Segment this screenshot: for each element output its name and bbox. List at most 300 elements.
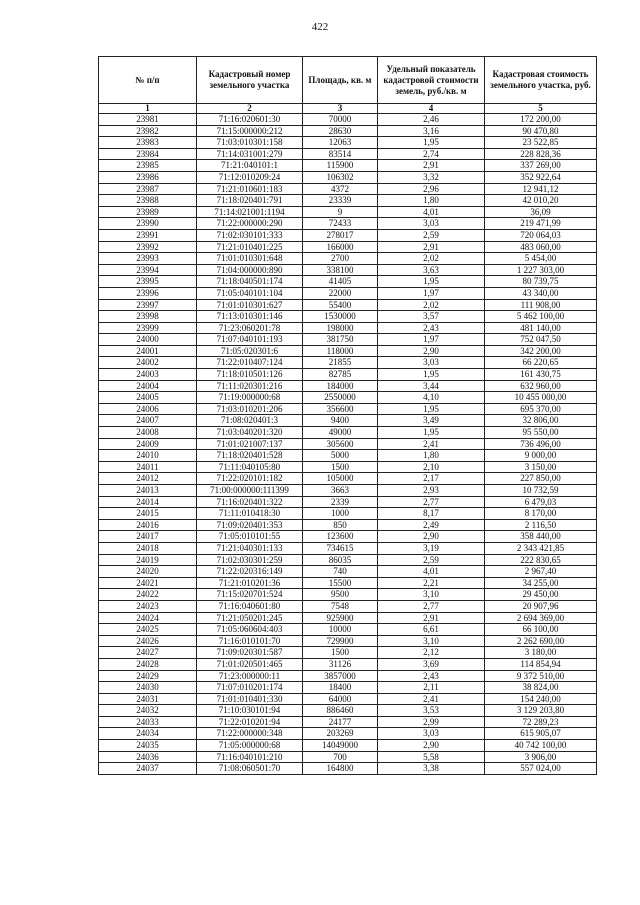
unit-value-cell: 3,03 (378, 357, 485, 369)
area-cell: 15500 (303, 577, 378, 589)
unit-value-cell: 2,12 (378, 647, 485, 659)
unit-value-cell: 3,03 (378, 218, 485, 230)
cadastral-number-cell: 71:21:050201:245 (197, 612, 303, 624)
cadastral-number-cell: 71:01:020501:465 (197, 658, 303, 670)
area-cell: 166000 (303, 241, 378, 253)
row-number-cell: 24015 (99, 508, 197, 520)
row-number-cell: 24000 (99, 334, 197, 346)
area-cell: 1000 (303, 508, 378, 520)
cadastral-number-cell: 71:11:010418:30 (197, 508, 303, 520)
row-number-cell: 24024 (99, 612, 197, 624)
area-cell: 886460 (303, 705, 378, 717)
area-cell: 82785 (303, 369, 378, 381)
table-row (99, 728, 597, 740)
table-row (99, 183, 597, 195)
cadastral-number-cell: 71:15:000000:212 (197, 125, 303, 137)
cadastral-cost-cell: 6 479,03 (485, 496, 597, 508)
area-cell: 1530000 (303, 311, 378, 323)
cadastral-number-cell: 71:10:030101:94 (197, 705, 303, 717)
table-row (99, 496, 597, 508)
area-cell: 10000 (303, 624, 378, 636)
area-cell: 5000 (303, 450, 378, 462)
unit-value-cell: 4,10 (378, 392, 485, 404)
unit-value-cell: 2,02 (378, 299, 485, 311)
table-body (99, 114, 597, 775)
cadastral-cost-cell: 23 522,85 (485, 137, 597, 149)
unit-value-cell: 2,59 (378, 554, 485, 566)
table-row (99, 763, 597, 775)
area-cell: 9 (303, 206, 378, 218)
cadastral-cost-cell: 3 150,00 (485, 461, 597, 473)
header-number: № п/п (99, 57, 197, 104)
row-number-cell: 23984 (99, 148, 197, 160)
unit-value-cell: 3,19 (378, 542, 485, 554)
row-number-cell: 24001 (99, 345, 197, 357)
area-cell: 734615 (303, 542, 378, 554)
area-cell: 850 (303, 519, 378, 531)
cadastral-number-cell: 71:12:010209:24 (197, 171, 303, 183)
unit-value-cell: 3,32 (378, 171, 485, 183)
area-cell: 12063 (303, 137, 378, 149)
table-row (99, 369, 597, 381)
cadastral-cost-cell: 72 289,23 (485, 716, 597, 728)
row-number-cell: 24004 (99, 380, 197, 392)
cadastral-number-cell: 71:02:030101:333 (197, 229, 303, 241)
cadastral-number-cell: 71:22:010201:94 (197, 716, 303, 728)
area-cell: 9400 (303, 415, 378, 427)
header-row (99, 57, 597, 104)
cadastral-number-cell: 71:22:020101:182 (197, 473, 303, 485)
cadastral-cost-cell: 228 828,36 (485, 148, 597, 160)
unit-value-cell: 3,49 (378, 415, 485, 427)
table-row (99, 658, 597, 670)
cadastral-number-cell: 71:00:000000:111399 (197, 485, 303, 497)
cadastral-number-cell: 71:04:000000:890 (197, 264, 303, 276)
row-number-cell: 23986 (99, 171, 197, 183)
area-cell: 184000 (303, 380, 378, 392)
cadastral-cost-cell: 20 907,96 (485, 600, 597, 612)
cadastral-cost-cell: 222 830,65 (485, 554, 597, 566)
table-row (99, 427, 597, 439)
cadastral-number-cell: 71:16:020601:30 (197, 114, 303, 126)
cadastral-cost-cell: 219 471,99 (485, 218, 597, 230)
cadastral-number-cell: 71:15:020701:524 (197, 589, 303, 601)
row-number-cell: 23996 (99, 287, 197, 299)
column-number: 4 (378, 104, 485, 114)
cadastral-number-cell: 71:22:010407:124 (197, 357, 303, 369)
row-number-cell: 24005 (99, 392, 197, 404)
cadastral-number-cell: 71:21:040101:1 (197, 160, 303, 172)
table-row (99, 299, 597, 311)
area-cell: 9500 (303, 589, 378, 601)
area-cell: 123600 (303, 531, 378, 543)
table-row (99, 589, 597, 601)
table-row (99, 206, 597, 218)
table-row (99, 705, 597, 717)
cadastral-cost-cell: 29 450,00 (485, 589, 597, 601)
table-row (99, 380, 597, 392)
table-row (99, 600, 597, 612)
area-cell: 83514 (303, 148, 378, 160)
row-number-cell: 24021 (99, 577, 197, 589)
row-number-cell: 24020 (99, 566, 197, 578)
area-cell: 164800 (303, 763, 378, 775)
area-cell: 72433 (303, 218, 378, 230)
area-cell: 28630 (303, 125, 378, 137)
cadastral-number-cell: 71:16:040101:210 (197, 751, 303, 763)
unit-value-cell: 3,38 (378, 763, 485, 775)
cadastral-cost-cell: 40 742 100,00 (485, 740, 597, 752)
unit-value-cell: 1,97 (378, 287, 485, 299)
unit-value-cell: 2,02 (378, 253, 485, 265)
cadastral-cost-cell: 9 000,00 (485, 450, 597, 462)
cadastral-cost-cell: 2 967,40 (485, 566, 597, 578)
cadastral-number-cell: 71:16:040601:80 (197, 600, 303, 612)
unit-value-cell: 2,91 (378, 241, 485, 253)
cadastral-cost-cell: 161 430,75 (485, 369, 597, 381)
row-number-cell: 23992 (99, 241, 197, 253)
cadastral-number-cell: 71:07:040101:193 (197, 334, 303, 346)
row-number-cell: 23983 (99, 137, 197, 149)
cadastral-number-cell: 71:22:020316:149 (197, 566, 303, 578)
cadastral-number-cell: 71:01:010401:330 (197, 693, 303, 705)
cadastral-cost-cell: 2 116,50 (485, 519, 597, 531)
row-number-cell: 24009 (99, 438, 197, 450)
table-row (99, 403, 597, 415)
table-row (99, 531, 597, 543)
area-cell: 23339 (303, 195, 378, 207)
unit-value-cell: 2,93 (378, 485, 485, 497)
unit-value-cell: 2,90 (378, 345, 485, 357)
row-number-cell: 23999 (99, 322, 197, 334)
cadastral-cost-cell: 352 922,64 (485, 171, 597, 183)
unit-value-cell: 5,58 (378, 751, 485, 763)
area-cell: 49000 (303, 427, 378, 439)
table-row (99, 682, 597, 694)
cadastral-cost-cell: 80 739,75 (485, 276, 597, 288)
table-row (99, 218, 597, 230)
unit-value-cell: 3,10 (378, 589, 485, 601)
header-area: Площадь, кв. м (303, 57, 378, 104)
area-cell: 31126 (303, 658, 378, 670)
unit-value-cell: 3,03 (378, 728, 485, 740)
table-row (99, 345, 597, 357)
row-number-cell: 24007 (99, 415, 197, 427)
cadastral-cost-cell: 2 694 369,00 (485, 612, 597, 624)
row-number-cell: 24030 (99, 682, 197, 694)
column-number: 5 (485, 104, 597, 114)
cadastral-number-cell: 71:09:020301:587 (197, 647, 303, 659)
table-row (99, 693, 597, 705)
page-number: 422 (311, 21, 329, 33)
cadastral-number-cell: 71:08:020401:3 (197, 415, 303, 427)
cadastral-number-cell: 71:18:020401:528 (197, 450, 303, 462)
unit-value-cell: 1,97 (378, 334, 485, 346)
cadastral-number-cell: 71:03:010201:206 (197, 403, 303, 415)
area-cell: 4372 (303, 183, 378, 195)
table-row (99, 740, 597, 752)
table-row (99, 160, 597, 172)
area-cell: 22000 (303, 287, 378, 299)
cadastral-number-cell: 71:21:010201:36 (197, 577, 303, 589)
row-number-cell: 24013 (99, 485, 197, 497)
cadastral-cost-cell: 632 960,00 (485, 380, 597, 392)
row-number-cell: 24029 (99, 670, 197, 682)
area-cell: 1500 (303, 461, 378, 473)
cadastral-cost-cell: 154 240,00 (485, 693, 597, 705)
table-row (99, 137, 597, 149)
unit-value-cell: 2,90 (378, 531, 485, 543)
area-cell: 105000 (303, 473, 378, 485)
table-row (99, 114, 597, 126)
cadastral-cost-cell: 66 220,65 (485, 357, 597, 369)
cadastral-number-cell: 71:05:020301:6 (197, 345, 303, 357)
cadastral-number-cell: 71:21:010401:225 (197, 241, 303, 253)
area-cell: 305600 (303, 438, 378, 450)
unit-value-cell: 3,57 (378, 311, 485, 323)
unit-value-cell: 2,41 (378, 693, 485, 705)
row-number-cell: 24031 (99, 693, 197, 705)
table-row (99, 438, 597, 450)
row-number-cell: 23988 (99, 195, 197, 207)
table-row (99, 241, 597, 253)
row-number-cell: 24008 (99, 427, 197, 439)
cadastral-cost-cell: 9 372 510,00 (485, 670, 597, 682)
cadastral-cost-cell: 557 024,00 (485, 763, 597, 775)
column-number: 2 (197, 104, 303, 114)
table-row (99, 577, 597, 589)
cadastral-number-cell: 71:05:000000:68 (197, 740, 303, 752)
unit-value-cell: 2,43 (378, 670, 485, 682)
unit-value-cell: 2,77 (378, 600, 485, 612)
unit-value-cell: 2,96 (378, 183, 485, 195)
unit-value-cell: 1,95 (378, 427, 485, 439)
table-row (99, 751, 597, 763)
cadastral-cost-cell: 3 129 203,80 (485, 705, 597, 717)
row-number-cell: 23990 (99, 218, 197, 230)
table-row (99, 554, 597, 566)
cadastral-number-cell: 71:18:010501:126 (197, 369, 303, 381)
area-cell: 86035 (303, 554, 378, 566)
unit-value-cell: 6,61 (378, 624, 485, 636)
row-number-cell: 24035 (99, 740, 197, 752)
row-number-cell: 24003 (99, 369, 197, 381)
area-cell: 70000 (303, 114, 378, 126)
row-number-cell: 24033 (99, 716, 197, 728)
table-row (99, 647, 597, 659)
cadastral-number-cell: 71:03:040201:320 (197, 427, 303, 439)
cadastral-cost-cell: 337 269,00 (485, 160, 597, 172)
table-row (99, 566, 597, 578)
unit-value-cell: 3,63 (378, 264, 485, 276)
row-number-cell: 23989 (99, 206, 197, 218)
cadastral-cost-cell: 66 100,00 (485, 624, 597, 636)
area-cell: 356600 (303, 403, 378, 415)
table-row (99, 357, 597, 369)
unit-value-cell: 2,91 (378, 160, 485, 172)
unit-value-cell: 2,46 (378, 114, 485, 126)
cadastral-cost-cell: 114 854,94 (485, 658, 597, 670)
table-row (99, 716, 597, 728)
cadastral-number-cell: 71:07:010201:174 (197, 682, 303, 694)
table-row (99, 508, 597, 520)
cadastral-number-cell: 71:08:060501:70 (197, 763, 303, 775)
table-row (99, 287, 597, 299)
row-number-cell: 24025 (99, 624, 197, 636)
table-row (99, 415, 597, 427)
area-cell: 18400 (303, 682, 378, 694)
cadastral-cost-cell: 111 908,00 (485, 299, 597, 311)
cadastral-cost-cell: 34 255,00 (485, 577, 597, 589)
table-row (99, 195, 597, 207)
area-cell: 14049000 (303, 740, 378, 752)
cadastral-cost-cell: 227 850,00 (485, 473, 597, 485)
cadastral-number-cell: 71:01:010301:627 (197, 299, 303, 311)
cadastral-number-cell: 71:03:010301:158 (197, 137, 303, 149)
cadastral-number-cell: 71:09:020401:353 (197, 519, 303, 531)
cadastral-number-cell: 71:05:060604:403 (197, 624, 303, 636)
row-number-cell: 24026 (99, 635, 197, 647)
cadastral-cost-cell: 43 340,00 (485, 287, 597, 299)
cadastral-cost-cell: 615 905,07 (485, 728, 597, 740)
cadastral-cost-cell: 8 170,00 (485, 508, 597, 520)
area-cell: 700 (303, 751, 378, 763)
cadastral-number-cell: 71:21:010601:183 (197, 183, 303, 195)
cadastral-number-cell: 71:18:020401:791 (197, 195, 303, 207)
cadastral-cost-cell: 2 343 421,85 (485, 542, 597, 554)
cadastral-number-cell: 71:22:000000:290 (197, 218, 303, 230)
column-number: 3 (303, 104, 378, 114)
area-cell: 41405 (303, 276, 378, 288)
area-cell: 55400 (303, 299, 378, 311)
table-row (99, 612, 597, 624)
cadastral-number-cell: 71:05:010101:55 (197, 531, 303, 543)
area-cell: 115900 (303, 160, 378, 172)
row-number-cell: 24034 (99, 728, 197, 740)
unit-value-cell: 1,95 (378, 137, 485, 149)
cadastral-table (98, 56, 597, 775)
unit-value-cell: 3,16 (378, 125, 485, 137)
cadastral-cost-cell: 36,09 (485, 206, 597, 218)
row-number-cell: 24019 (99, 554, 197, 566)
cadastral-cost-cell: 483 060,00 (485, 241, 597, 253)
table-row (99, 485, 597, 497)
unit-value-cell: 1,80 (378, 450, 485, 462)
area-cell: 24177 (303, 716, 378, 728)
cadastral-cost-cell: 752 047,50 (485, 334, 597, 346)
unit-value-cell: 2,90 (378, 740, 485, 752)
area-cell: 338100 (303, 264, 378, 276)
row-number-cell: 24022 (99, 589, 197, 601)
area-cell: 740 (303, 566, 378, 578)
cadastral-cost-cell: 342 200,00 (485, 345, 597, 357)
row-number-cell: 24002 (99, 357, 197, 369)
row-number-cell: 23991 (99, 229, 197, 241)
row-number-cell: 23998 (99, 311, 197, 323)
table-row (99, 670, 597, 682)
cadastral-number-cell: 71:01:010301:648 (197, 253, 303, 265)
table-row (99, 392, 597, 404)
cadastral-cost-cell: 481 140,00 (485, 322, 597, 334)
cadastral-number-cell: 71:11:040105:80 (197, 461, 303, 473)
cadastral-number-cell: 71:23:060201:78 (197, 322, 303, 334)
area-cell: 2550000 (303, 392, 378, 404)
cadastral-cost-cell: 38 824,00 (485, 682, 597, 694)
row-number-cell: 24012 (99, 473, 197, 485)
row-number-cell: 24010 (99, 450, 197, 462)
row-number-cell: 24027 (99, 647, 197, 659)
unit-value-cell: 4,01 (378, 566, 485, 578)
cadastral-cost-cell: 32 806,00 (485, 415, 597, 427)
column-number-row (99, 104, 597, 114)
cadastral-cost-cell: 5 462 100,00 (485, 311, 597, 323)
unit-value-cell: 2,59 (378, 229, 485, 241)
row-number-cell: 24016 (99, 519, 197, 531)
cadastral-number-cell: 71:23:000000:11 (197, 670, 303, 682)
row-number-cell: 24017 (99, 531, 197, 543)
unit-value-cell: 2,91 (378, 612, 485, 624)
row-number-cell: 24032 (99, 705, 197, 717)
row-number-cell: 23987 (99, 183, 197, 195)
cadastral-cost-cell: 358 440,00 (485, 531, 597, 543)
unit-value-cell: 8,17 (378, 508, 485, 520)
cadastral-number-cell: 71:18:040501:174 (197, 276, 303, 288)
cadastral-cost-cell: 3 180,00 (485, 647, 597, 659)
cadastral-number-cell: 71:05:040101:104 (197, 287, 303, 299)
cadastral-cost-cell: 12 941,12 (485, 183, 597, 195)
cadastral-cost-cell: 695 370,00 (485, 403, 597, 415)
cadastral-number-cell: 71:16:010101:70 (197, 635, 303, 647)
table-row (99, 450, 597, 462)
area-cell: 278017 (303, 229, 378, 241)
cadastral-cost-cell: 5 454,00 (485, 253, 597, 265)
cadastral-number-cell: 71:21:040301:133 (197, 542, 303, 554)
unit-value-cell: 2,11 (378, 682, 485, 694)
area-cell: 64000 (303, 693, 378, 705)
cadastral-cost-cell: 3 906,00 (485, 751, 597, 763)
area-cell: 1500 (303, 647, 378, 659)
area-cell: 2700 (303, 253, 378, 265)
unit-value-cell: 2,74 (378, 148, 485, 160)
table-row (99, 229, 597, 241)
table-row (99, 311, 597, 323)
row-number-cell: 24011 (99, 461, 197, 473)
area-cell: 2339 (303, 496, 378, 508)
row-number-cell: 24014 (99, 496, 197, 508)
table-row (99, 461, 597, 473)
area-cell: 198000 (303, 322, 378, 334)
unit-value-cell: 4,01 (378, 206, 485, 218)
unit-value-cell: 2,77 (378, 496, 485, 508)
cadastral-cost-cell: 10 732,59 (485, 485, 597, 497)
row-number-cell: 24028 (99, 658, 197, 670)
table-row (99, 276, 597, 288)
cadastral-cost-cell: 95 550,00 (485, 427, 597, 439)
row-number-cell: 24023 (99, 600, 197, 612)
row-number-cell: 24018 (99, 542, 197, 554)
table-row (99, 148, 597, 160)
unit-value-cell: 2,17 (378, 473, 485, 485)
table-row (99, 624, 597, 636)
area-cell: 106302 (303, 171, 378, 183)
cadastral-number-cell: 71:02:030301:259 (197, 554, 303, 566)
header-cadastral-number: Кадастровый номер земельного участка (197, 57, 303, 104)
area-cell: 3857000 (303, 670, 378, 682)
table-row (99, 519, 597, 531)
row-number-cell: 24036 (99, 751, 197, 763)
area-cell: 925900 (303, 612, 378, 624)
cadastral-number-cell: 71:19:000000:68 (197, 392, 303, 404)
